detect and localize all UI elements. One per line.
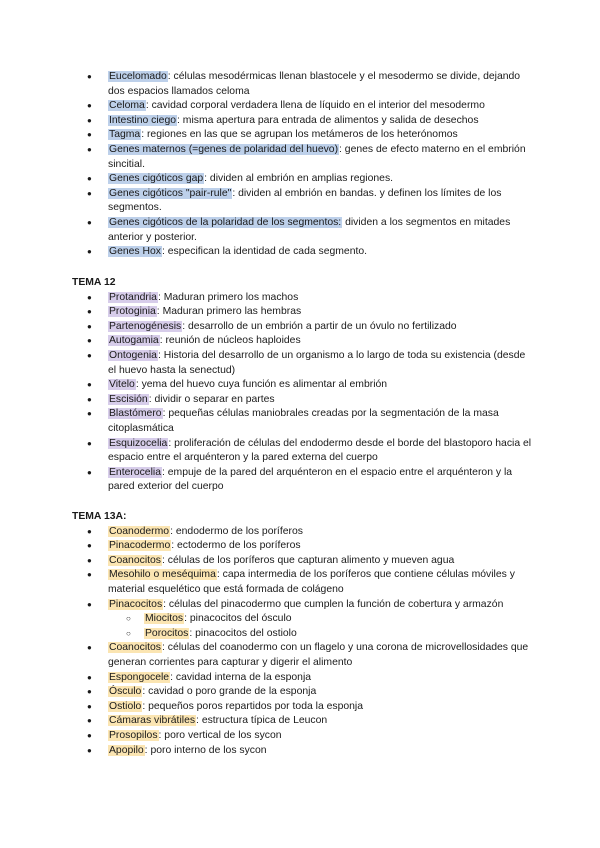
bullet-list — [72, 291, 532, 495]
term: Intestino ciego — [109, 114, 177, 126]
section-heading: TEMA 13A: — [72, 511, 127, 522]
list-item — [72, 349, 532, 378]
section-tema-12 — [72, 276, 532, 495]
section-heading: TEMA 12 — [72, 277, 116, 288]
term: Genes maternos (=genes de polaridad del huevo) — [109, 143, 339, 155]
definition: : Maduran primero los machos — [157, 291, 299, 303]
definition: : estructura típica de Leucon — [196, 715, 328, 727]
bullet-list — [72, 70, 532, 260]
term: Ósculo — [109, 686, 142, 698]
list-item — [72, 700, 532, 715]
section-glossary-1 — [72, 70, 532, 260]
definition: : Historia del desarrollo de un organismo a lo largo de toda su existencia (desde el huevo hasta la senectud) — [108, 349, 526, 376]
list-item — [72, 525, 532, 540]
definition: : misma apertura para entrada de alimentos y salida de desechos — [177, 114, 479, 126]
definition: : yema del huevo cuya función es alimentar al embrión — [135, 379, 388, 391]
term: Pinacocitos — [109, 598, 163, 610]
term: Blastómero — [109, 408, 162, 420]
term: Cámaras vibrátiles — [109, 715, 196, 727]
list-item — [72, 598, 532, 613]
list-item — [72, 172, 532, 187]
term: Porocitos — [145, 627, 189, 639]
term: Genes cigóticos de la polaridad de los segmentos: — [109, 216, 342, 228]
list-item — [72, 70, 532, 99]
definition: : dividen al embrión en amplias regiones. — [204, 173, 394, 185]
term: Genes cigóticos "pair-rule" — [109, 187, 232, 199]
term: Tagma — [109, 129, 141, 141]
definition: : pinacocitos del ostiolo — [189, 627, 297, 639]
bullet-list — [72, 525, 532, 613]
term: Celoma — [109, 100, 145, 112]
list-item — [72, 744, 532, 759]
list-item — [72, 320, 532, 335]
sub-bullet-list — [72, 612, 532, 641]
definition: : especifican la identidad de cada segmento. — [161, 246, 368, 258]
definition: : dividir o separar en partes — [148, 393, 275, 405]
list-item — [72, 291, 532, 306]
list-item — [72, 714, 532, 729]
term: Esquizocelia — [109, 437, 168, 449]
term: Pinacodermo — [109, 540, 171, 552]
sub-list-item — [72, 612, 532, 627]
term: Eucelomado — [109, 71, 167, 82]
list-item — [72, 437, 532, 466]
list-item — [72, 143, 532, 172]
definition: : pequeñas células maniobrales creadas por la segmentación de la masa citoplasmática — [108, 408, 499, 434]
definition: : células mesodérmicas llenan blastocele y el mesodermo se divide, dejando dos espacios llamados celoma — [108, 71, 521, 97]
list-item — [72, 729, 532, 744]
definition: : dividen al embrión en bandas. y definen los límites de los segmentos. — [108, 187, 502, 214]
definition: : endodermo de los poríferos — [170, 525, 303, 537]
list-item — [72, 685, 532, 700]
definition: : Maduran primero las hembras — [156, 306, 302, 318]
term: Partenogénesis — [109, 320, 182, 332]
bullet-list — [72, 641, 532, 758]
list-item — [72, 334, 532, 349]
term: Ostiolo — [109, 700, 142, 712]
list-item — [72, 114, 532, 129]
definition: : células del pinacodermo que cumplen la función de cobertura y armazón — [163, 598, 504, 610]
term: Coanodermo — [109, 525, 170, 537]
definition: : cavidad corporal verdadera llena de líquido en el interior del mesodermo — [145, 100, 485, 112]
list-item — [72, 554, 532, 569]
definition: : genes de efecto materno en el embrión sincitial. — [108, 143, 526, 170]
term: Genes Hox — [109, 246, 161, 258]
list-item — [72, 245, 532, 260]
definition: : empuje de la pared del arquénteron en el espacio entre el arquénteron y la pared exterior del cuerpo — [108, 466, 513, 493]
list-item — [72, 216, 532, 245]
definition: : células del coanodermo con un flagelo y una corona de microvellosidades que generan corrientes para capturar y digerir el alimento — [108, 642, 529, 668]
definition: : reunión de núcleos haploides — [159, 335, 301, 347]
definition: : cavidad o poro grande de la esponja — [142, 686, 317, 698]
term: Enterocelia — [109, 466, 161, 478]
term: Protoginia — [109, 306, 156, 318]
definition: : desarrollo de un embrión a partir de un óvulo no fertilizado — [182, 320, 457, 332]
term: Mesohilo o meséquima — [109, 569, 216, 581]
definition: : poro interno de los sycon — [144, 744, 267, 756]
definition: : células de los poríferos que capturan alimento y mueven agua — [161, 554, 455, 566]
sub-list-item — [72, 627, 532, 642]
term: Protandria — [109, 291, 157, 303]
definition: : capa intermedia de los poríferos que contiene células móviles y material esquelético que está formada de colágeno — [108, 569, 515, 595]
list-item — [72, 539, 532, 554]
definition: : ectodermo de los poríferos — [171, 540, 301, 552]
list-item — [72, 466, 532, 495]
definition: : regiones en las que se agrupan los metámeros de los heterónomos — [141, 129, 458, 141]
term: Ontogenia — [109, 349, 157, 361]
definition: : cavidad interna de la esponja — [170, 671, 312, 683]
list-item — [72, 378, 532, 393]
definition: : proliferación de células del endodermo desde el borde del blastoporo hacia el espacio entre el arquénteron y la pared externa del cuerpo — [108, 437, 532, 464]
list-item — [72, 568, 532, 597]
definition: : poro vertical de los sycon — [158, 729, 282, 741]
definition: dividen a los segmentos en mitades anterior y posterior. — [108, 216, 511, 243]
term: Miocitos — [145, 613, 184, 625]
list-item — [72, 99, 532, 114]
list-item — [72, 641, 532, 670]
list-item — [72, 187, 532, 216]
term: Coanocitos — [109, 554, 161, 566]
section-tema-13a — [72, 510, 532, 758]
list-item — [72, 305, 532, 320]
term: Coanocitos — [109, 642, 161, 654]
definition: : pinacocitos del ósculo — [184, 613, 292, 625]
term: Prosopilos — [109, 729, 158, 741]
list-item — [72, 393, 532, 408]
list-item — [72, 407, 532, 436]
list-item — [72, 671, 532, 686]
term: Apopilo — [109, 744, 144, 756]
list-item — [72, 128, 532, 143]
term: Vitelo — [109, 379, 135, 391]
term: Escisión — [109, 393, 148, 405]
definition: : pequeños poros repartidos por toda la esponja — [142, 700, 364, 712]
term: Autogamia — [109, 335, 159, 347]
term: Espongocele — [109, 671, 170, 683]
term: Genes cigóticos gap — [109, 173, 204, 185]
